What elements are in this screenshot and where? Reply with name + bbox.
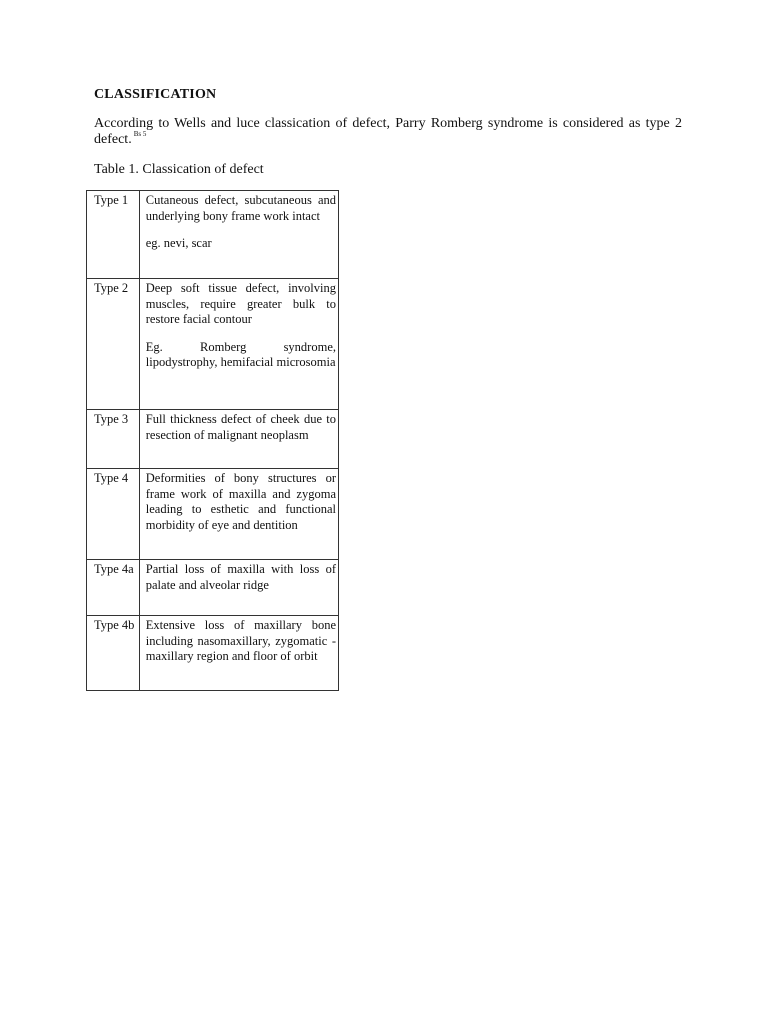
section-heading: CLASSIFICATION [94, 87, 217, 102]
table-row [87, 560, 339, 616]
type-label: Type 1 [94, 193, 129, 207]
description-cell [139, 616, 338, 691]
table-row [87, 469, 339, 560]
defect-description: Deep soft tissue defect, involving muscles, require greater bulk to restore facial contour [145, 281, 336, 326]
type-label: Type 2 [94, 281, 129, 295]
type-cell [87, 560, 140, 616]
type-cell [87, 469, 140, 560]
defect-example: eg. nevi, scar [145, 236, 212, 250]
intro-text: According to Wells and luce classication of defect, Parry Romberg syndrome is considered as type 2 defect. [94, 116, 682, 147]
description-cell [139, 279, 338, 410]
defect-description: Partial loss of maxilla with loss of palate and alveolar ridge [145, 562, 336, 592]
type-label: Type 4a [94, 562, 134, 576]
defect-description: Full thickness defect of cheek due to resection of malignant neoplasm [145, 412, 336, 442]
classification-table [86, 190, 339, 691]
type-label: Type 4 [94, 471, 129, 485]
defect-description: Extensive loss of maxillary bone including nasomaxillary, zygomatic - maxillary region and floor of orbit [145, 618, 336, 663]
type-cell [87, 616, 140, 691]
type-label: Type 4b [94, 618, 135, 632]
description-cell [139, 560, 338, 616]
type-cell [87, 191, 140, 279]
reference-superscript: Bs 5 [133, 130, 147, 138]
table-row [87, 616, 339, 691]
table-row [87, 279, 339, 410]
description-cell [139, 191, 338, 279]
type-cell [87, 410, 140, 469]
defect-example: Eg. Romberg syndrome, lipodystrophy, hemifacial microsomia [145, 339, 336, 369]
description-cell [139, 469, 338, 560]
defect-description: Cutaneous defect, subcutaneous and underlying bony frame work intact [145, 193, 336, 223]
table-row [87, 191, 339, 279]
table-caption: Table 1. Classication of defect [94, 162, 264, 177]
type-label: Type 3 [94, 412, 129, 426]
description-cell [139, 410, 338, 469]
type-cell [87, 279, 140, 410]
defect-description: Deformities of bony structures or frame work of maxilla and zygoma leading to esthetic and functional morbidity of eye and dentition [145, 471, 336, 532]
table-row [87, 410, 339, 469]
intro-paragraph [94, 116, 682, 148]
